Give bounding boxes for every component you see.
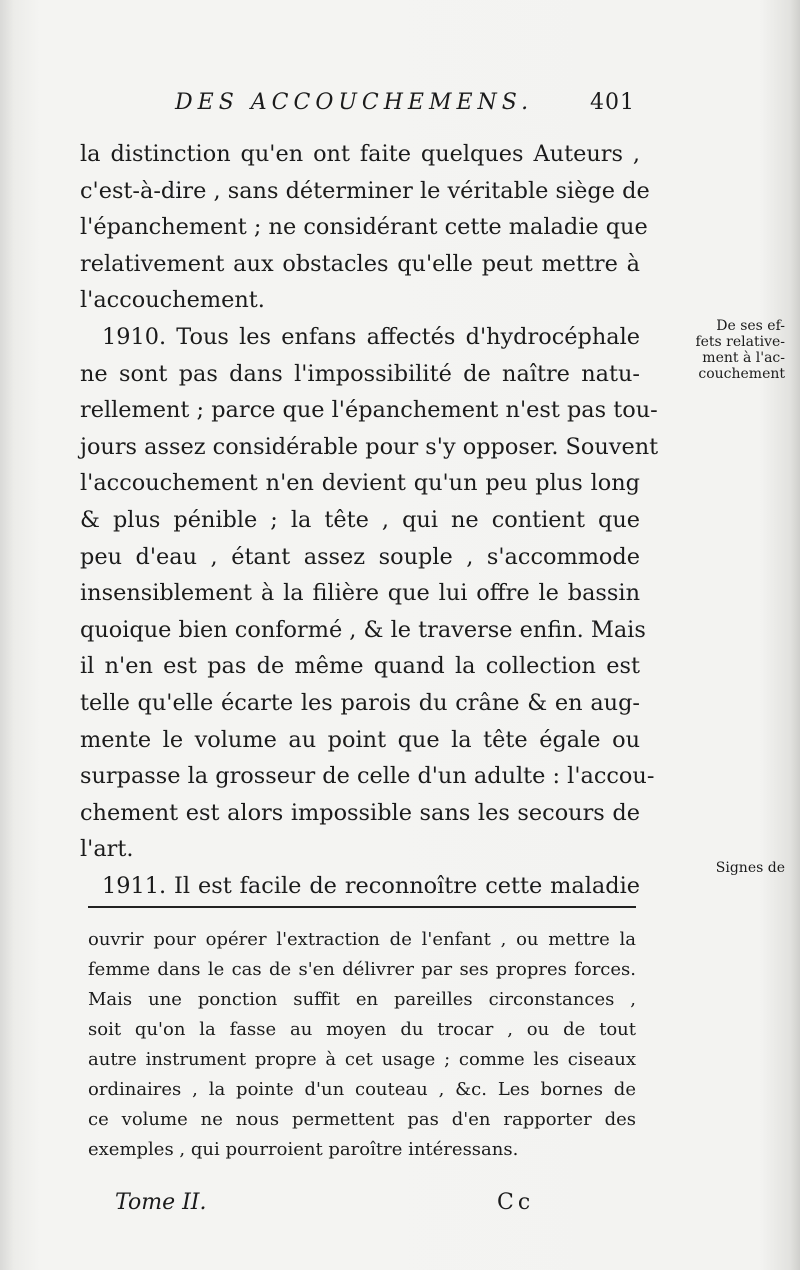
signature-mark: Cc	[497, 1190, 535, 1215]
text-line: la distinction qu'en ont faite quelques Auteurs ,	[80, 141, 640, 167]
text-line: jours assez considérable pour s'y opposer. Souvent	[80, 433, 659, 460]
margin-note-line: Signes de	[715, 860, 785, 876]
text-line: quoique bien conformé , & le traverse enfin. Mais	[80, 616, 646, 643]
text-line: surpasse la grosseur de celle d'un adulte : l'accou-	[80, 763, 655, 790]
footnote-line: ce volume ne nous permettent pas d'en rapporter des	[88, 1109, 636, 1130]
margin-note-effects	[640, 318, 785, 382]
footnote-line: femme dans le cas de s'en délivrer par ses propres forces.	[88, 959, 636, 980]
text-line: il n'en est pas de même quand la collection est	[80, 653, 640, 680]
margin-note-line: fets relative-	[695, 334, 785, 350]
footnote-line: soit qu'on la fasse au moyen du trocar , ou de tout	[88, 1019, 636, 1040]
margin-note-line: De ses ef-	[716, 318, 785, 334]
running-head	[175, 90, 635, 124]
footnote-divider	[88, 906, 636, 908]
margin-note-line: couchement	[698, 366, 785, 382]
margin-note-signs	[640, 860, 785, 876]
text-line: l'accouchement.	[80, 287, 265, 314]
page-number: 401	[590, 90, 635, 115]
footnote-line: autre instrument propre à cet usage ; comme les ciseaux	[88, 1049, 636, 1070]
text-line: c'est-à-dire , sans déterminer le véritable siège de	[80, 177, 650, 204]
text-line: l'art.	[80, 836, 134, 863]
margin-note-line: ment à l'ac-	[702, 350, 785, 366]
text-line: l'accouchement n'en devient qu'un peu plus long	[80, 470, 640, 497]
paragraph-1911-start: 1911. Il est facile de reconnoître cette maladie	[102, 872, 640, 899]
text-line: rellement ; parce que l'épanchement n'est pas tou-	[80, 397, 658, 424]
footnote-line: ordinaires , la pointe d'un couteau , &c. Les bornes de	[88, 1079, 636, 1100]
main-text	[80, 136, 659, 904]
text-line: relativement aux obstacles qu'elle peut mettre à	[80, 250, 640, 277]
footnote-line: Mais une ponction suffit en pareilles circonstances ,	[88, 989, 636, 1010]
text-line: peu d'eau , étant assez souple , s'accommode	[80, 543, 640, 570]
text-line: mente le volume au point que la tête égale ou	[80, 726, 640, 753]
text-line: chement est alors impossible sans les secours de	[80, 799, 640, 826]
footnote-line: exemples , qui pourroient paroître intéressans.	[88, 1139, 519, 1160]
running-title: DES ACCOUCHEMENS.	[175, 90, 534, 115]
text-line: l'épanchement ; ne considérant cette maladie que	[80, 214, 648, 241]
text-line: ne sont pas dans l'impossibilité de naître natu-	[80, 360, 640, 387]
volume-label: Tome II.	[115, 1190, 207, 1215]
page-footer	[115, 1190, 555, 1220]
footnote	[88, 925, 636, 1165]
text-line: telle qu'elle écarte les parois du crâne & en aug-	[80, 689, 640, 716]
text-line: insensiblement à la filière que lui offre le bassin	[80, 580, 640, 607]
text-line: & plus pénible ; la tête , qui ne contient que	[80, 506, 640, 533]
paragraph-1910-start: 1910. Tous les enfans affectés d'hydrocéphale	[102, 323, 640, 350]
footnote-line: ouvrir pour opérer l'extraction de l'enfant , ou mettre la	[88, 929, 636, 950]
